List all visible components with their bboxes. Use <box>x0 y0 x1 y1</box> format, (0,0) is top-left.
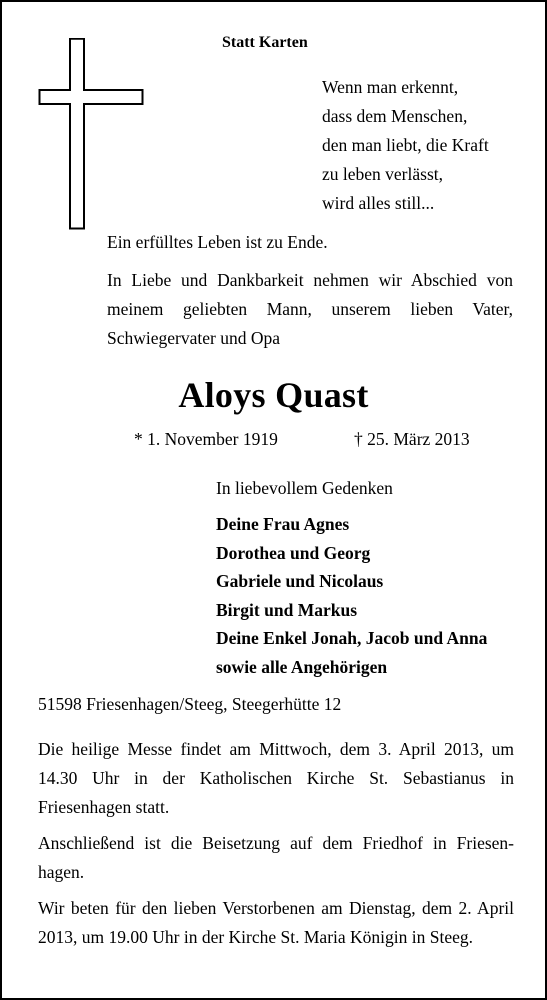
poem <box>322 73 489 218</box>
mourner-name: Gabriele und Nicolaus <box>216 571 384 591</box>
poem-line: wird alles still... <box>322 193 435 213</box>
mourner-name: Dorothea und Georg <box>216 542 371 563</box>
mourner-name: Deine Frau Agnes <box>216 514 350 534</box>
burial-paragraph: Anschließend ist die Beisetzung auf dem Friedhof in Friesen-hagen. <box>38 833 514 882</box>
latin-cross-icon <box>38 38 144 230</box>
intro-text <box>107 228 513 353</box>
deceased-name: Aloys Quast <box>178 375 369 415</box>
address: 51598 Friesenhagen/Steeg, Steegerhütte 12 <box>38 694 342 714</box>
poem-line: Wenn man erkennt, <box>322 77 459 97</box>
statt-karten-label: Statt Karten <box>222 34 308 51</box>
farewell-paragraph: In Liebe und Dankbarkeit nehmen wir Abschied von meinem geliebten Mann, unserem lieben Vater, Schwiegervater und Opa <box>107 270 513 348</box>
poem-line: zu leben verlässt, <box>322 164 443 184</box>
mass-paragraph: Die heilige Messe findet am Mittwoch, dem 3. April 2013, um 14.30 Uhr in der Katholischen Kirche St. Sebastianus in Friesenhagen statt. <box>38 739 514 817</box>
birth-date: * 1. November 1919 <box>134 429 278 449</box>
mourners-heading: In liebevollem Gedenken <box>216 478 393 498</box>
death-date: † 25. März 2013 <box>354 429 470 449</box>
announcement-text <box>38 735 514 959</box>
mourner-name: Deine Enkel Jonah, Jacob und Anna <box>216 628 488 648</box>
mourner-name: Birgit und Markus <box>216 599 357 620</box>
poem-line: dass dem Menschen, <box>322 106 468 126</box>
mourner-name: sowie alle Angehörigen <box>216 656 388 677</box>
prayer-paragraph: Wir beten für den lieben Verstorbenen am Dienstag, dem 2. April 2013, um 19.00 Uhr in der Kirche St. Maria Königin in Steeg. <box>38 898 514 947</box>
poem-line: den man liebt, die Kraft <box>322 135 489 155</box>
mourners-list <box>216 510 487 681</box>
intro-line: Ein erfülltes Leben ist zu Ende. <box>107 232 328 252</box>
